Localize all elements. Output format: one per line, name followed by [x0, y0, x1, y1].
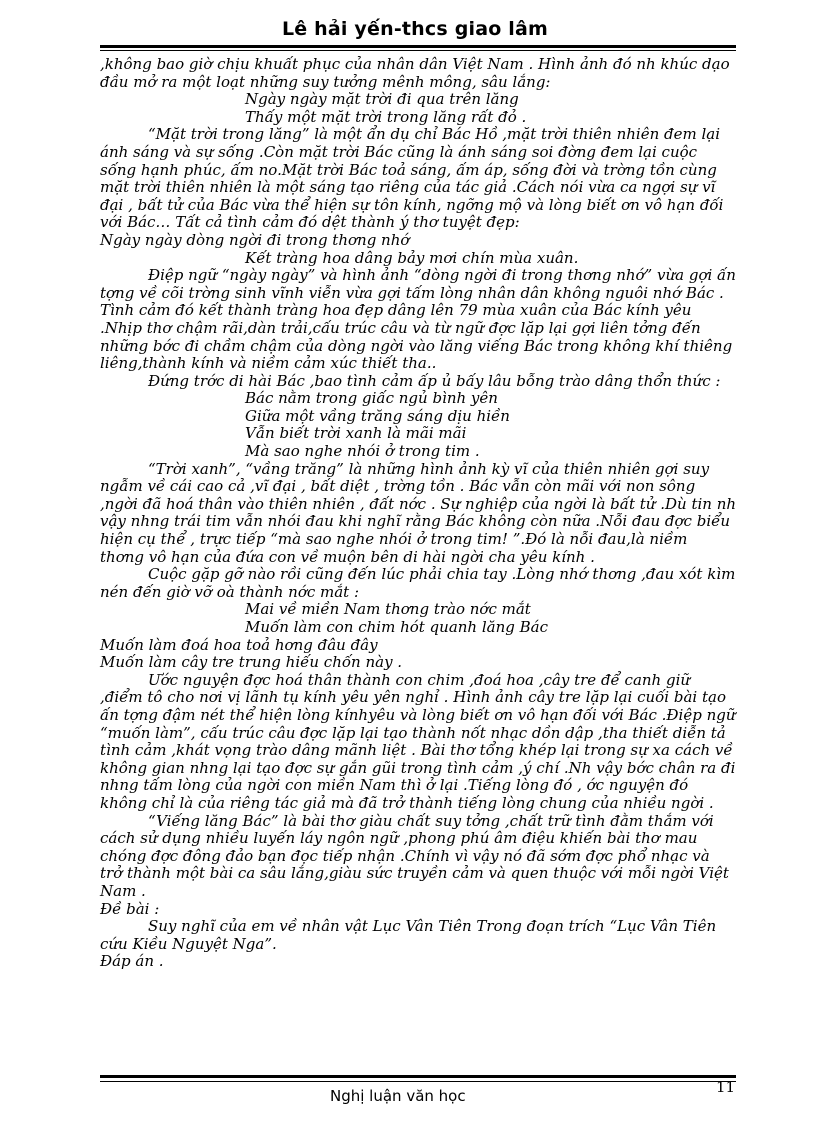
paragraph: Ngày ngày dòng ngời đi trong thơng nhớ [100, 230, 410, 249]
footer-label: Nghị luận văn học [330, 1087, 466, 1105]
verse-line: Muốn làm con chim hót quanh lăng Bác [245, 618, 548, 636]
page-number: 11 [716, 1078, 736, 1096]
paragraph: Cuộc gặp gỡ nào rồi cũng đến lúc phải chia tay .Lòng nhớ thơng ,đau xót kìm nén đến giờ vỡ oà thành nớc mắt : [100, 565, 736, 601]
paragraph: Đứng trớc di hài Bác ,bao tình cảm ấp ủ bấy lâu bỗng trào dâng thổn thức : [148, 371, 721, 390]
body-text [100, 56, 736, 971]
paragraph: ,không bao giờ chịu khuất phục của nhân dân Việt Nam . Hình ảnh đó nh khúc dạo đầu mở ra một loạt những suy tưởng mênh mông, sâu lắng: [100, 55, 730, 91]
header-rule-thick [100, 45, 736, 48]
paragraph: Đề bài : [100, 899, 160, 918]
verse-line: Vẫn biết trời xanh là mãi mãi [245, 424, 467, 443]
paragraph: Đáp án . [100, 952, 164, 971]
paragraph: Điệp ngữ “ngày ngày” và hình ảnh “dòng ngời đi trong thơng nhớ” vừa gợi ấn tợng về cõi trờng sinh vĩnh viễn vừa gợi tấm lòng nhân dân không nguôi nhớ Bác . Tình cảm đó kết thành tràng hoa đẹp dâng lên 79 mùa xuân của Bác kính yêu .Nhịp thơ chậm rãi,dàn trải,cấu trúc câu và từ ngữ đợc lặp lại gợi liên tởng đến những bớc đi chầm chậm của dòng ngời vào lăng viếng Bác trong không khí thiêng liêng,thành kính và niềm cảm xúc thiết tha.. [100, 266, 736, 373]
verse-line: Ngày ngày mặt trời đi qua trên lăng [245, 90, 519, 109]
verse-line: Mà sao nghe nhói ở trong tim . [245, 442, 480, 461]
footer-rule-thick [100, 1075, 736, 1078]
header-title: Lê hải yến-thcs giao lâm [281, 18, 549, 40]
paragraph: “Viếng lăng Bác” là bài thơ giàu chất suy tởng ,chất trữ tình đằm thắm với cách sử dụng nhiều luyến láy ngôn ngữ ,phong phú âm điệu khiến bài thơ mau chóng đợc đông đảo bạn đọc tiếp nhận .Chính vì vậy nó đã sớm đợc phổ nhạc và trở thành một bài ca sâu lắng,giàu sức truyền cảm và quen thuộc với mỗi ngời Việt Nam . [100, 811, 729, 900]
paragraph: Muốn làm đoá hoa toả hơng đâu đây [100, 635, 378, 654]
footer-rule-thin [100, 1081, 736, 1082]
verse-line: Giữa một vầng trăng sáng dịu hiền [245, 406, 510, 425]
paragraph: Muốn làm cây tre trung hiếu chốn này . [100, 653, 403, 672]
verse-line: Mai về miền Nam thơng trào nớc mắt [245, 600, 531, 619]
paragraph: Suy nghĩ của em về nhân vật Lục Vân Tiên Trong đoạn trích “Lục Vân Tiên cứu Kiều Nguyệt Nga”. [100, 917, 717, 953]
header-rule-thin [100, 50, 736, 51]
paragraph: “Trời xanh”, “vầng trăng” là những hình ảnh kỳ vĩ của thiên nhiên gợi suy ngẫm về cái cao cả ,vĩ đại , bất diệt , trờng tồn . Bác vẫn còn mãi với non sông ,ngời đã hoá thân vào thiên nhiên , đất nớc . Sự nghiệp của ngời là bất tử .Dù tin nh vậy nhng trái tim vẫn nhói đau khi nghĩ rằng Bác không còn nữa .Nỗi đau đợc biểu hiện cụ thể , trực tiếp “mà sao nghe nhói ở trong tim! ”.Đó là nỗi đau,là niềm thơng vô hạn của đứa con về muộn bên di hài ngời cha yêu kính . [100, 459, 737, 566]
verse-line: Thấy một mặt trời trong lăng rất đỏ . [245, 107, 527, 126]
verse-line: Kết tràng hoa dâng bảy mơi chín mùa xuân. [245, 248, 579, 267]
paragraph: Ước nguyện đợc hoá thân thành con chim ,đoá hoa ,cây tre để canh giữ ,điểm tô cho nơi vị lãnh tụ kính yêu yên nghỉ . Hình ảnh cây tre lặp lại cuối bài tạo ấn tợng đậm nét thể hiện lòng kínhyêu và lòng biết ơn vô hạn đối với Bác .Điệp ngữ “muốn làm”, cấu trúc câu đợc lặp lại tạo thành nốt nhạc dồn dập ,tha thiết diễn tả tình cảm ,khát vọng trào dâng mãnh liệt . Bài thơ tổng khép lại trong sự xa cách về không gian nhng lại tạo đợc sự gắn gũi trong tình cảm ,ý chí .Nh vậy bớc chân ra đi nhng tấm lòng của ngời con miền Nam thì ở lại .Tiếng lòng đó , ớc nguyện đó không chỉ là của riêng tác giả mà đã trở thành tiếng lòng chung của nhiều ngời . [100, 670, 736, 812]
paragraph: “Mặt trời trong lăng” là một ẩn dụ chỉ Bác Hồ ,mặt trời thiên nhiên đem lại ánh sáng và sự sống .Còn mặt trời Bác cũng là ánh sáng soi đờng đem lại cuộc sống hạnh phúc, ấm no.Mặt trời Bác toả sáng, ấm áp, sống đời và trờng tồn cùng mặt trời thiên nhiên là một sáng tạo riêng của tác giả .Cách nói vừa ca ngợi sự vĩ đại , bất tử của Bác vừa thể hiện sự tôn kính, ngỡng mộ và lòng biết ơn vô hạn đối với Bác… Tất cả tình cảm đó dệt thành ý thơ tuyệt đẹp: [100, 125, 724, 232]
verse-line: Bác nằm trong giấc ngủ bình yên [245, 389, 498, 408]
